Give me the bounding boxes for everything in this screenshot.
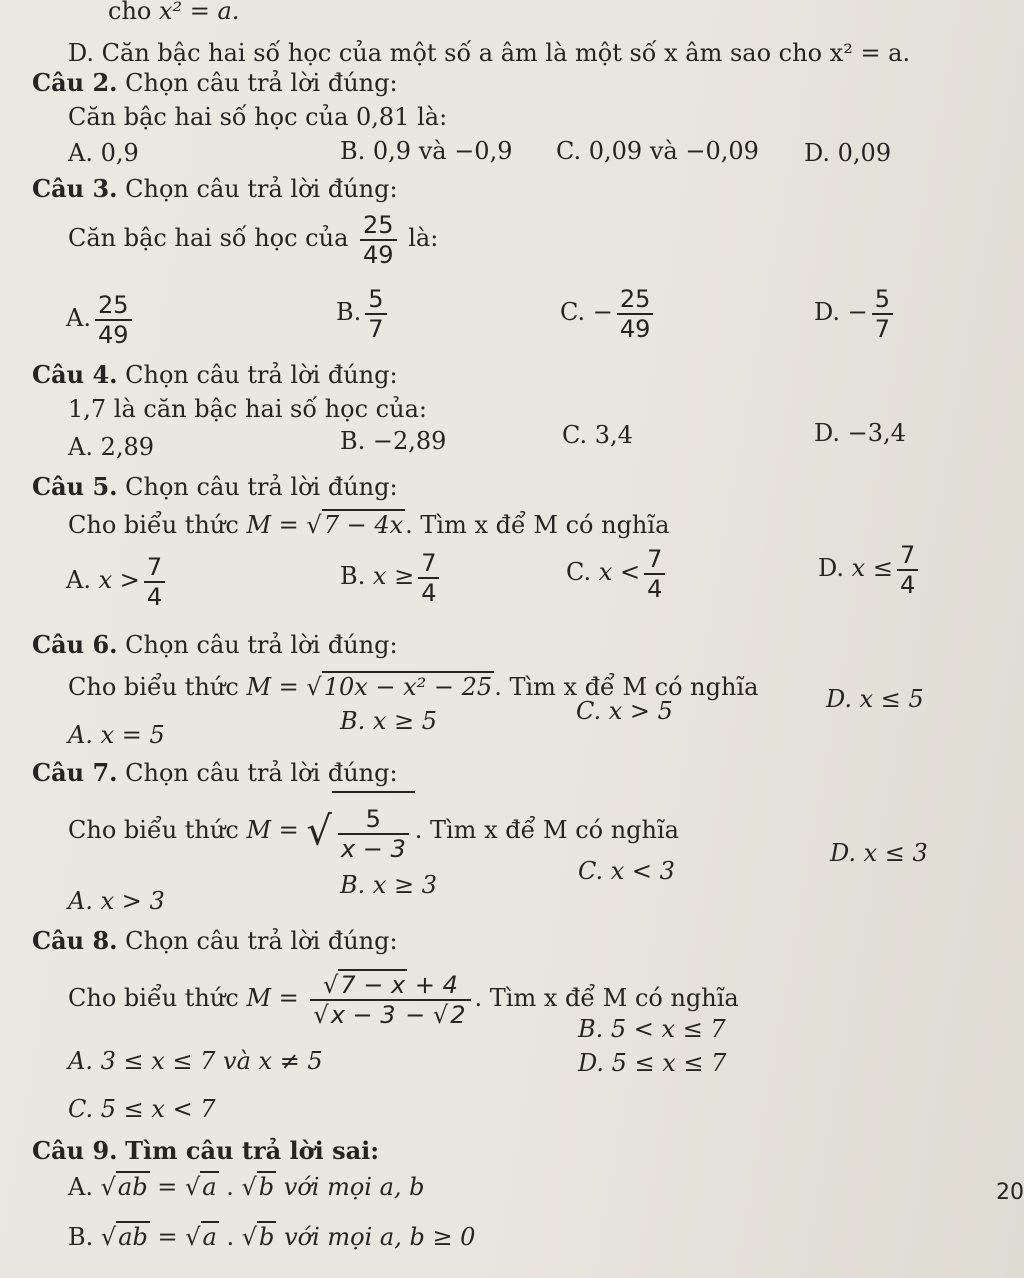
q7-label: Câu 7. (32, 758, 118, 787)
q7-heading (32, 758, 398, 788)
q5-stem-prefix: Cho biểu thức (68, 511, 239, 539)
q8-expr-denominator (310, 1001, 470, 1029)
q6-label: Câu 6. (32, 630, 118, 659)
q8-option-a: A. 3 ≤ x ≤ 7 và x ≠ 5 (68, 1047, 323, 1075)
q4-option-b: B. −2,89 (340, 427, 447, 455)
q6-option-c: C. x > 5 (576, 697, 673, 725)
q8-den-sqrt1: √x − 3 (313, 1000, 396, 1029)
q8-option-c: C. 5 ≤ x < 7 (68, 1095, 216, 1123)
q5-option-b-letter: B. (340, 562, 366, 590)
q8-option-b: B. 5 < x ≤ 7 (578, 1015, 726, 1043)
q7-expr-sqrt: √ $\frac{5}{x - 3}$ (306, 790, 414, 873)
q3-option-b-num: 5 (365, 285, 386, 315)
q9-b-sqrt-ab: √ab (100, 1223, 148, 1251)
q9-option-b-cond: với mọi a, b ≥ 0 (284, 1223, 476, 1251)
q3-option-d-den: 7 (874, 314, 891, 343)
q7-instruction: Chọn câu trả lời đúng: (125, 759, 398, 787)
q9-a-radicand-b: b (258, 1173, 275, 1201)
q9-label: Câu 9. (32, 1136, 118, 1165)
q4-instruction: Chọn câu trả lời đúng: (125, 361, 398, 389)
q6-option-d: D. x ≤ 5 (826, 685, 924, 713)
q9-a-radicand-ab: ab (117, 1173, 148, 1201)
intro-option-d: D. Căn bậc hai số học của một số a âm là một số x âm sao cho x² = a. (68, 39, 911, 67)
q2-label: Câu 2. (32, 68, 118, 97)
q3-heading (32, 174, 398, 204)
q3-instruction: Chọn câu trả lời đúng: (125, 175, 398, 203)
q6-option-a: A. x = 5 (68, 721, 165, 749)
q9-b-sqrt-b: √b (241, 1223, 275, 1251)
q9-a-sqrt-a: √a (184, 1173, 217, 1201)
q9-b-radicand-b: b (259, 1223, 275, 1251)
q3-option-a-num: 25 (95, 291, 132, 321)
q6-heading (32, 630, 398, 660)
q7-stem-suffix: . Tìm x để M có nghĩa (414, 816, 679, 844)
q8-num-tail: + 4 (414, 970, 458, 999)
q5-expr-lhs: M = (246, 511, 299, 539)
q7-expr-den: x − 3 (340, 835, 406, 863)
q5-option-b-num: 7 (418, 549, 439, 579)
q6-option-b: B. x ≥ 5 (340, 707, 438, 735)
q7-option-a: A. x > 3 (68, 887, 165, 915)
q3-option-a (66, 288, 136, 349)
q8-num-sqrt: √7 − x (323, 970, 406, 999)
q8-den-radicand1: x − 3 (330, 1000, 396, 1029)
intro-cho-expr: x² = a. (159, 0, 240, 25)
q8-expr-lhs: M = (246, 984, 299, 1012)
q9-instruction: Tìm câu trả lời sai: (125, 1136, 380, 1165)
q6-stem-prefix: Cho biểu thức (68, 673, 239, 701)
q3-option-b-fraction (365, 285, 386, 343)
q7-expr-num: 5 (338, 805, 409, 835)
q5-label: Câu 5. (32, 472, 118, 501)
q4-option-d: D. −3,4 (814, 419, 906, 447)
q9-option-b-letter: B. (68, 1223, 94, 1251)
q7-option-b: B. x ≥ 3 (340, 871, 438, 899)
q9-option-b: B. √ab = √a . √b với mọi a, b ≥ 0 (68, 1223, 476, 1251)
q3-option-c-letter: C. (560, 298, 586, 326)
q8-stem-suffix: . Tìm x để M có nghĩa (474, 984, 739, 1012)
q5-option-c-num: 7 (644, 545, 665, 575)
q4-label: Câu 4. (32, 360, 118, 389)
q2-option-d: D. 0,09 (804, 139, 892, 167)
q3-option-a-den: 49 (97, 320, 129, 349)
q8-stem-prefix: Cho biểu thức (68, 984, 239, 1012)
q4-heading (32, 360, 398, 390)
q5-option-a (66, 550, 169, 611)
q5-option-d-rel: x ≤ (851, 554, 893, 582)
q5-option-b-rel: x ≥ (372, 562, 415, 590)
q9-a-sqrt-b: √b (241, 1173, 275, 1201)
q3-option-d-sign: − (847, 298, 868, 326)
q3-stem (68, 208, 438, 269)
q8-den-radicand2: 2 (450, 1000, 466, 1029)
q3-option-b-letter: B. (336, 298, 362, 326)
q3-option-a-letter: A. (66, 304, 91, 332)
q5-option-d-fraction (897, 541, 918, 599)
q8-expr-fraction (310, 971, 470, 1029)
q8-expr-numerator (310, 971, 470, 1001)
q9-option-a: A. √ab = √a . √b với mọi a, b (68, 1173, 425, 1201)
q5-instruction: Chọn câu trả lời đúng: (125, 473, 398, 501)
q4-option-a: A. 2,89 (68, 433, 155, 461)
q3-stem-suffix: là: (408, 224, 439, 252)
q9-a-radicand-a: a (202, 1173, 217, 1201)
q9-b-radicand-ab: ab (118, 1223, 148, 1251)
q2-option-b: B. 0,9 và −0,9 (340, 137, 513, 165)
q8-num-radicand: 7 − x (340, 970, 406, 999)
q3-stem-fraction (360, 211, 397, 269)
q3-option-d-fraction (872, 285, 893, 343)
q2-heading (32, 68, 398, 98)
q5-option-d-den: 4 (899, 570, 916, 599)
page-number: 20 (996, 1180, 1024, 1205)
q5-option-c (566, 542, 669, 603)
q8-den-sqrt2: √2 (432, 1000, 466, 1029)
q9-option-a-letter: A. (68, 1173, 93, 1201)
q3-stem-num: 25 (360, 211, 397, 241)
q3-option-c-fraction (617, 285, 654, 343)
q9-option-a-cond: với mọi a, b (283, 1173, 425, 1201)
q8-den-minus: − (405, 1000, 426, 1029)
q3-option-b-den: 7 (368, 314, 384, 343)
q6-instruction: Chọn câu trả lời đúng: (125, 631, 398, 659)
q6-expr-radicand: 10x − x² − 25 (323, 673, 493, 701)
q5-stem-suffix: . Tìm x để M có nghĩa (405, 511, 670, 539)
q7-option-c: C. x < 3 (578, 857, 675, 885)
q3-option-c-den: 49 (619, 314, 651, 343)
q5-option-c-rel: x < (598, 558, 641, 586)
q9-heading (32, 1136, 379, 1166)
intro-cho-line (108, 0, 239, 26)
q5-expr-sqrt: √7 − 4x (306, 511, 404, 539)
q3-option-c (560, 282, 657, 343)
q5-option-d-num: 7 (897, 541, 918, 571)
q2-instruction: Chọn câu trả lời đúng: (125, 69, 398, 97)
q8-option-d: D. 5 ≤ x ≤ 7 (578, 1049, 727, 1077)
q9-b-radicand-a: a (202, 1223, 217, 1251)
q6-expr-lhs: M = (246, 673, 299, 701)
q2-stem: Căn bậc hai số học của 0,81 là: (68, 103, 448, 131)
q7-stem-prefix: Cho biểu thức (68, 816, 239, 844)
q5-option-c-letter: C. (566, 558, 592, 586)
q4-option-c: C. 3,4 (562, 421, 633, 449)
q8-label: Câu 8. (32, 926, 118, 955)
q5-option-b-fraction (418, 549, 439, 607)
q9-a-sqrt-ab: √ab (100, 1173, 148, 1201)
q7-expr-lhs: M = (246, 816, 299, 844)
q5-option-b (340, 546, 443, 607)
q5-option-b-den: 4 (421, 578, 437, 607)
q3-option-c-sign: − (592, 298, 613, 326)
q7-expr-fraction (338, 805, 409, 863)
q3-option-b (336, 282, 391, 343)
q5-option-a-rel: x > (98, 566, 140, 594)
q4-stem: 1,7 là căn bậc hai số học của: (68, 395, 427, 423)
q5-option-d (818, 538, 922, 599)
q6-stem-suffix: . Tìm x để M có nghĩa (494, 673, 759, 701)
q9-b-sqrt-a: √a (185, 1223, 217, 1251)
q5-option-c-fraction (644, 545, 665, 603)
q3-label: Câu 3. (32, 174, 118, 203)
q5-option-a-fraction (144, 553, 165, 611)
q5-option-a-den: 4 (146, 582, 163, 611)
q5-option-d-letter: D. (818, 554, 845, 582)
q5-option-a-num: 7 (144, 553, 165, 583)
q5-option-c-den: 4 (647, 574, 663, 603)
q2-option-a: A. 0,9 (68, 139, 139, 167)
intro-cho-prefix: cho (108, 0, 152, 25)
q3-option-c-num: 25 (617, 285, 654, 315)
q2-option-c: C. 0,09 và −0,09 (556, 137, 759, 165)
q3-option-a-fraction (95, 291, 132, 349)
q5-heading (32, 472, 398, 502)
q3-option-d-num: 5 (872, 285, 893, 315)
q8-instruction: Chọn câu trả lời đúng: (125, 927, 398, 955)
q5-option-a-letter: A. (66, 566, 91, 594)
q7-option-d: D. x ≤ 3 (830, 839, 928, 867)
q3-stem-den: 49 (363, 240, 394, 269)
q5-stem (68, 510, 669, 540)
q6-expr-sqrt: √10x − x² − 25 (306, 673, 493, 701)
q3-option-d-letter: D. (814, 298, 841, 326)
q3-option-d (814, 282, 897, 343)
q3-stem-prefix: Căn bậc hai số học của (68, 224, 349, 252)
q5-expr-radicand: 7 − 4x (323, 511, 404, 539)
